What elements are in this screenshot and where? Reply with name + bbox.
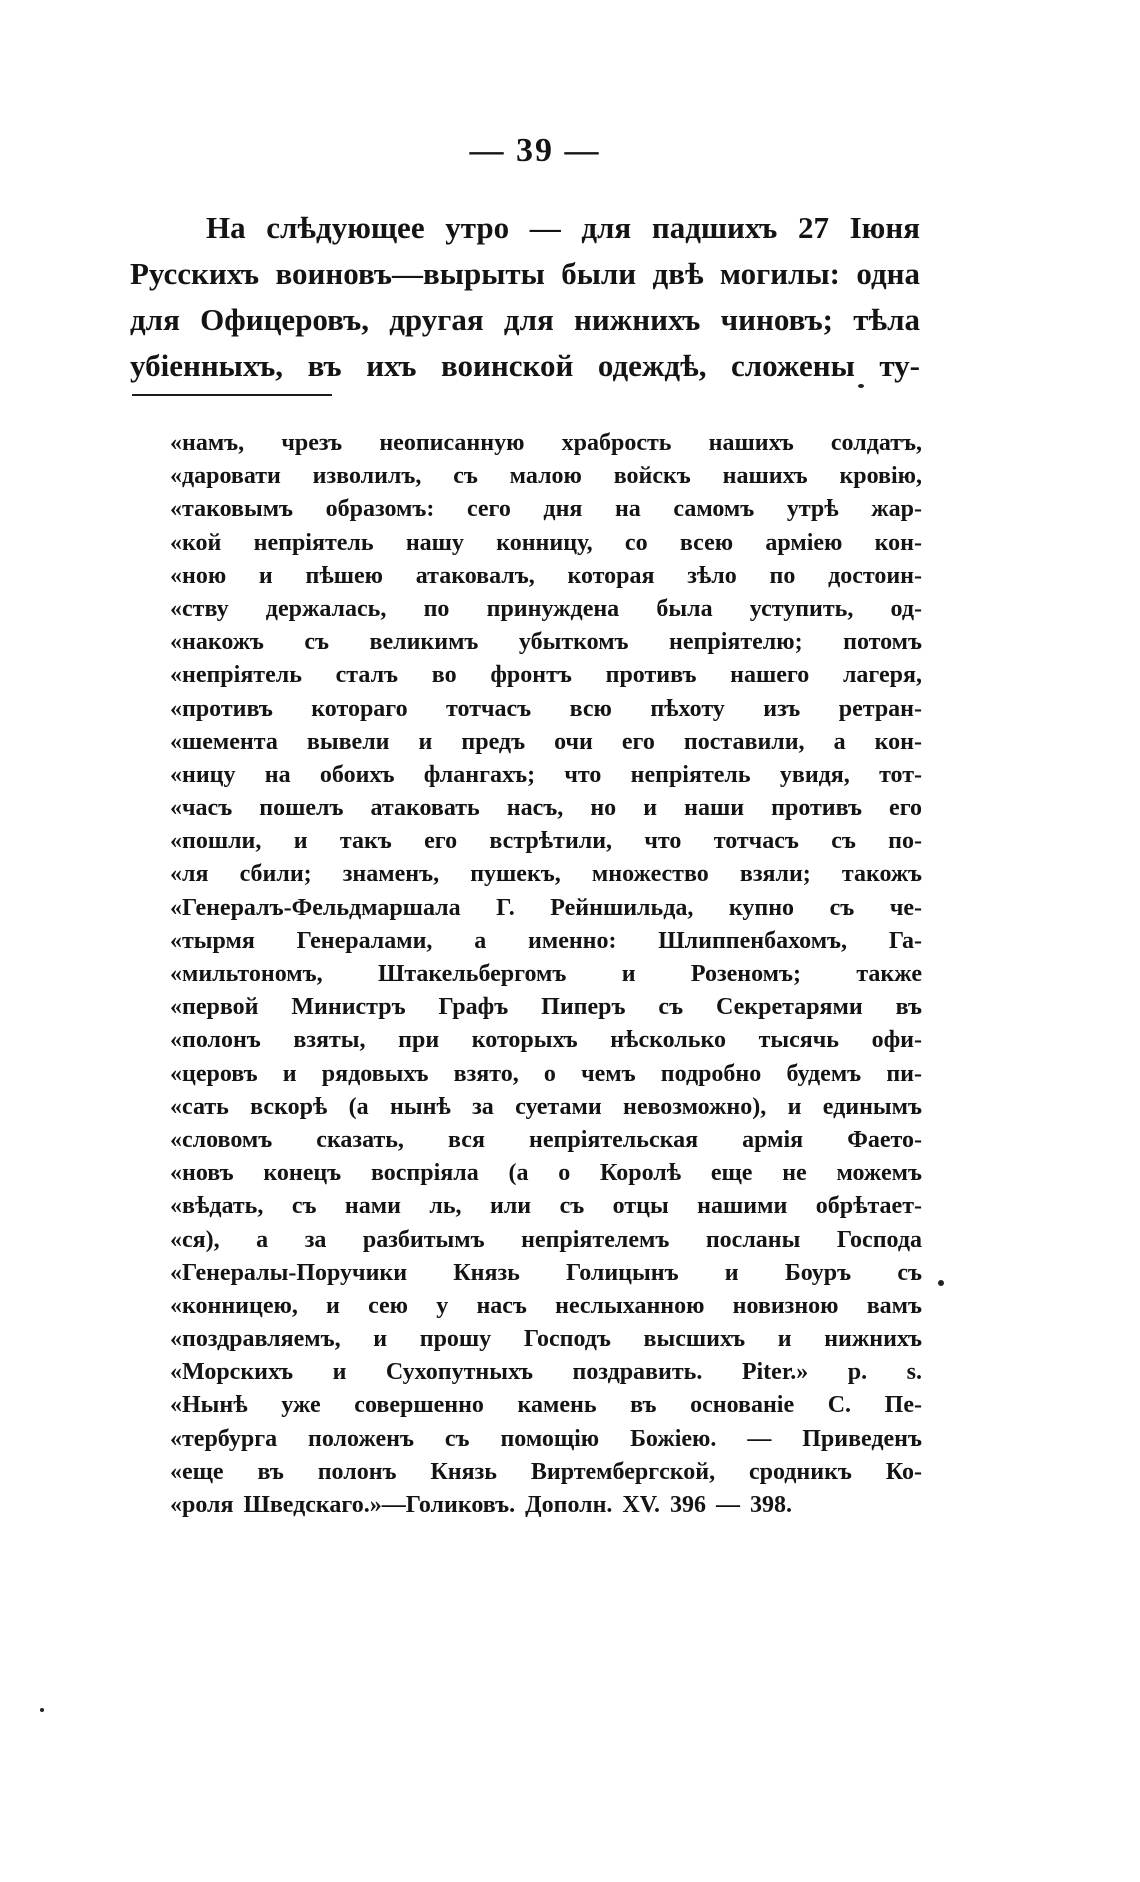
footnote-line: «церовъ и рядовыхъ взято, о чемъ подробно будемъ пи- xyxy=(170,1060,922,1087)
footnote-line: «непріятель сталъ во фронтъ противъ нашего лагеря, xyxy=(170,662,922,689)
footnote-line: «тырмя Генералами, а именно: Шлиппенбахомъ, Га- xyxy=(170,927,922,954)
footnote-line: «Нынѣ уже совершенно камень въ основаніе С. Пе- xyxy=(170,1392,922,1419)
footnote-line: «поздравляемъ, и прошу Господъ высшихъ и нижнихъ xyxy=(170,1326,922,1353)
footnote-line: «полонъ взяты, при которыхъ нѣсколько тысячь офи- xyxy=(170,1027,922,1054)
footnote-line: «ся), а за разбитымъ непріятелемъ посланы Господа xyxy=(170,1226,922,1253)
footnote-line: «пошли, и такъ его встрѣтили, что тотчасъ съ по- xyxy=(170,828,922,855)
footnote-line: «часъ пошелъ атаковать насъ, но и наши противъ его xyxy=(170,795,922,822)
footnote-line: «вѣдать, съ нами ль, или съ отцы нашими обрѣтает- xyxy=(170,1193,922,1220)
footnote-separator xyxy=(132,394,332,396)
page-number: — 39 — xyxy=(469,132,601,169)
ink-speck xyxy=(40,1708,44,1712)
footnote-line: «Морскихъ и Сухопутныхъ поздравить. Piter.» р. s. xyxy=(170,1359,922,1386)
footnote-line: «Генералы-Поручики Князь Голицынъ и Боуръ съ xyxy=(170,1259,922,1286)
footnote-line: «сать вскорѣ (а нынѣ за суетами невозможно), и единымъ xyxy=(170,1093,922,1120)
footnote-line: «накожъ съ великимъ убыткомъ непріятелю; потомъ xyxy=(170,629,922,656)
footnote-line: «мильтономъ, Штакельбергомъ и Розеномъ; также xyxy=(170,961,922,987)
main-text xyxy=(130,205,920,389)
footnote-line: «ницу на обоихъ флангахъ; что непріятель увидя, тот- xyxy=(170,761,922,788)
footnote-line: «роля Шведскаго.»—Голиковъ. Дополн. XV. 396 — 398. xyxy=(170,1492,792,1518)
footnote-line: «шемента вывели и предъ очи его поставили, а кон- xyxy=(170,728,922,755)
main-text-line: убіенныхъ, въ ихъ воинской одеждѣ, сложены ту- xyxy=(130,348,920,383)
footnote-line: «ству держалась, по принуждена была уступить, од- xyxy=(170,595,922,622)
footnote-line: «ною и пѣшею атаковалъ, которая зѣло по достоин- xyxy=(170,562,922,589)
main-text-line: для Офицеровъ, другая для нижнихъ чиновъ; тѣла xyxy=(130,302,920,337)
footnote-line: «даровати изволилъ, съ малою войскъ нашихъ кровію, xyxy=(170,463,922,490)
footnote-line: «таковымъ образомъ: сего дня на самомъ утрѣ жар- xyxy=(170,496,922,523)
footnote-line: «тербурга положенъ съ помощію Божіею. — Приведенъ xyxy=(170,1425,922,1452)
footnote-line: «ля сбили; знаменъ, пушекъ, множество взяли; такожъ xyxy=(170,861,922,888)
footnote-line: «противъ котораго тотчасъ всю пѣхоту изъ ретран- xyxy=(170,695,922,722)
footnote-line: «новъ конецъ воспріяла (а о Королѣ еще не можемъ xyxy=(170,1160,922,1187)
footnote-line: «кой непріятель нашу конницу, со всею арміею кон- xyxy=(170,529,922,556)
main-text-line: На слѣдующее утро — для падшихъ 27 Іюня xyxy=(206,210,920,245)
footnote-line: «Генералъ-Фельдмаршала Г. Рейншильда, купно съ че- xyxy=(170,894,922,921)
ink-speck xyxy=(858,384,864,388)
main-text-line: Русскихъ воиновъ—вырыты были двѣ могилы: одна xyxy=(130,256,920,291)
footnote-line: «словомъ сказать, вся непріятельская армія Фаето- xyxy=(170,1126,922,1153)
footnote-line: «еще въ полонъ Князь Виртембергской, сродникъ Ко- xyxy=(170,1458,922,1485)
footnote-line: «первой Министръ Графъ Пиперъ съ Секретарями въ xyxy=(170,994,922,1021)
footnote-line: «намъ, чрезъ неописанную храбрость нашихъ солдатъ, xyxy=(170,430,922,456)
footnote-line: «конницею, и сею у насъ неслыханною новизною вамъ xyxy=(170,1292,922,1319)
footnote xyxy=(170,427,922,1522)
ink-speck xyxy=(938,1280,944,1286)
